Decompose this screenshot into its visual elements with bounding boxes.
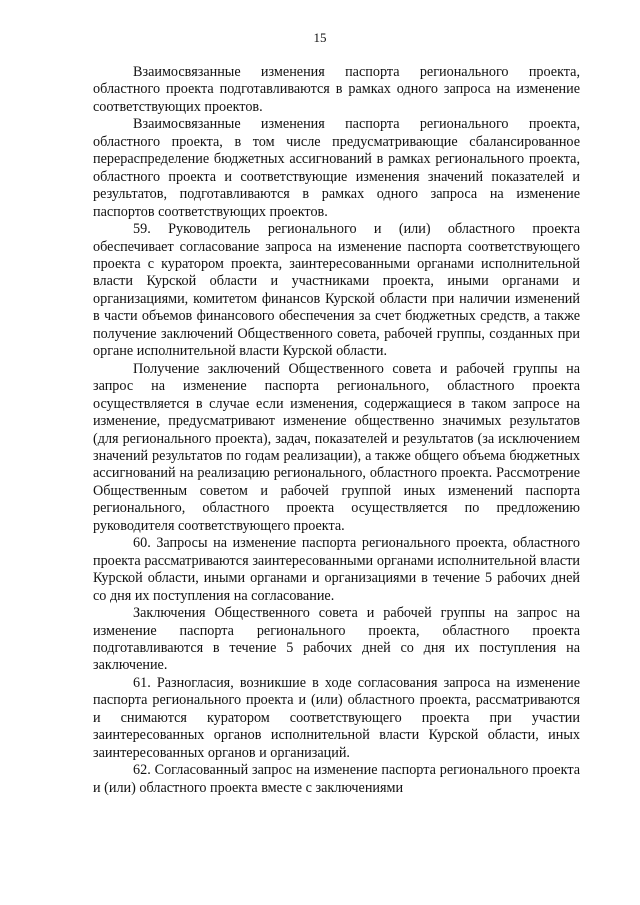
paragraph-public-council-conclusions: Получение заключений Общественного совета и рабочей группы на запрос на изменение паспорта регионального, областного проекта осуществляется в случае если изменения, содержащиеся в таком запросе на изменение, предусматривают изменение общественно значимых результатов (для регионального проекта), задач, показателей и результатов (за исключением значений результатов по годам реализации), а также общего объема бюджетных ассигнований на реализацию регионального, областного проекта. Рассмотрение Общественным советом и рабочей группой иных изменений паспорта регионального, областного проекта осуществляется по предложению руководителя соответствующего проекта. (93, 360, 580, 534)
paragraph-interrelated-changes: Взаимосвязанные изменения паспорта регионального проекта, областного проекта подготавливаются в рамках одного запроса на изменение соответствующих проектов. (93, 64, 580, 115)
paragraph-item-62: 62. Согласованный запрос на изменение паспорта регионального проекта и (или) областного проекта вместе с заключениями (93, 762, 580, 796)
paragraph-item-61: 61. Разногласия, возникшие в ходе согласования запроса на изменение паспорта регионального проекта и (или) областного проекта, рассматриваются и снимаются куратором соответствующего проекта при участии заинтересованных органов исполнительной власти Курской области, иных заинтересованных органов и организаций. (93, 674, 580, 761)
document-body (93, 64, 580, 797)
paragraph-item-59: 59. Руководитель регионального и (или) областного проекта обеспечивает согласование запроса на изменение паспорта соответствующего проекта с куратором проекта, заинтересованными органами исполнительной власти Курской области и участниками проекта, иными органами и организациями, комитетом финансов Курской области при наличии изменений в части объемов финансового обеспечения за счет бюджетных средств, а также получение заключений Общественного совета, рабочей группы, созданных при органе исполнительной власти Курской области. (93, 221, 580, 360)
page-number: 15 (313, 30, 327, 45)
paragraph-interrelated-changes-budget: Взаимосвязанные изменения паспорта регионального проекта, областного проекта, в том числе предусматривающие сбалансированное перераспределение бюджетных ассигнований в рамках регионального проекта, областного проекта и соответствующие изменения значений показателей и результатов, подготавливаются в рамках одного запроса на изменение паспортов соответствующих проектов. (93, 116, 580, 220)
paragraph-item-60: 60. Запросы на изменение паспорта регионального проекта, областного проекта рассматриваются заинтересованными органами исполнительной власти Курской области, иными органами и организациями в течение 5 рабочих дней со дня их поступления на согласование. (93, 535, 580, 604)
paragraph-conclusions-timing: Заключения Общественного совета и рабочей группы на запрос на изменение паспорта регионального проекта, областного проекта подготавливаются в течение 5 рабочих дней со дня их поступления на заключение. (93, 605, 580, 674)
